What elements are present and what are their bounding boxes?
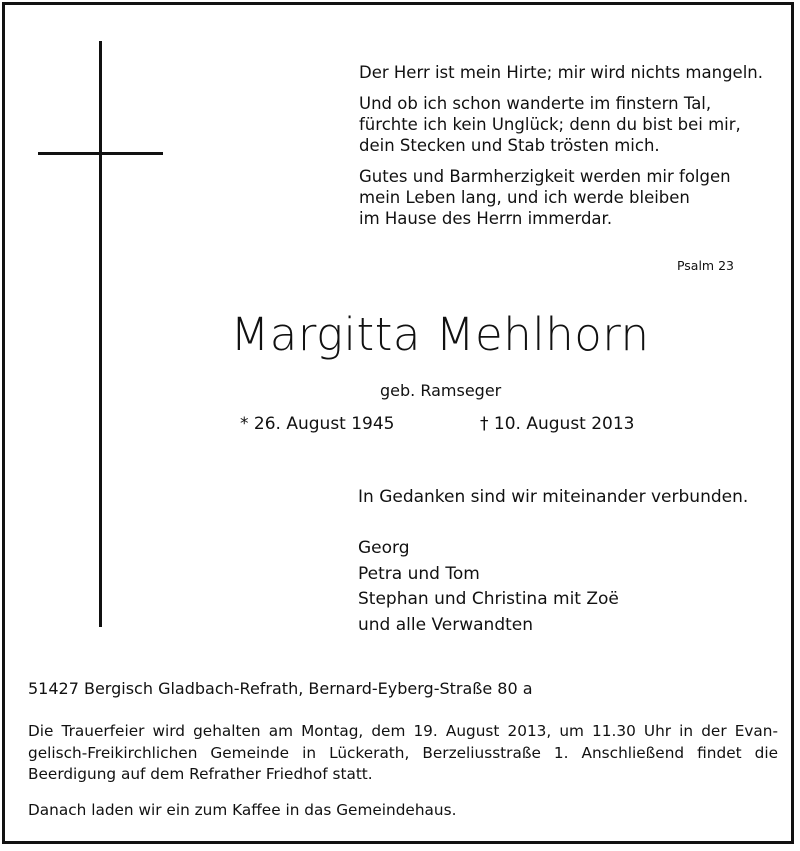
service-line: Die Trauerfeier wird gehalten am Montag, dem 19. August 2013, um 11.30 Uhr in der Evan-: [28, 722, 778, 740]
mourner-name: und alle Verwandten: [358, 614, 534, 635]
service-line: Beerdigung auf dem Refrather Friedhof statt.: [28, 765, 373, 783]
psalm-line: Gutes und Barmherzigkeit werden mir folgen: [359, 167, 731, 186]
cross-horizontal-bar: [38, 152, 163, 155]
mourner-name: Stephan und Christina mit Zoë: [358, 589, 619, 609]
psalm-quote: [359, 62, 779, 229]
mourners-intro: In Gedanken sind wir miteinander verbunden.: [358, 487, 749, 507]
death-date: † 10. August 2013: [480, 414, 635, 434]
psalm-line: Und ob ich schon wanderte im finstern Tal,: [359, 94, 712, 113]
family-address: 51427 Bergisch Gladbach-Refrath, Bernard-Eyberg-Straße 80 a: [28, 679, 533, 698]
psalm-line: im Hause des Herrn immerdar.: [359, 209, 613, 228]
birth-name: geb. Ramseger: [380, 381, 502, 400]
coffee-invitation: Danach laden wir ein zum Kaffee in das Gemeindehaus.: [28, 801, 457, 819]
birth-date: * 26. August 1945: [240, 414, 395, 434]
deceased-name: Margitta Mehlhorn: [230, 308, 650, 361]
psalm-line: dein Stecken und Stab trösten mich.: [359, 136, 660, 155]
psalm-line: mein Leben lang, und ich werde bleiben: [359, 188, 690, 207]
funeral-service-info: [28, 721, 778, 786]
psalm-line: fürchte ich kein Unglück; denn du bist bei mir,: [359, 115, 741, 134]
service-line: gelisch-Freikirchlichen Gemeinde in Lückerath, Berzeliusstraße 1. Anschließend findet die: [28, 743, 778, 762]
mourner-name: Petra und Tom: [358, 563, 480, 584]
psalm-line: Der Herr ist mein Hirte; mir wird nichts mangeln.: [359, 63, 763, 82]
psalm-reference: Psalm 23: [676, 258, 734, 273]
mourner-name: Georg: [358, 538, 410, 558]
mourners-list: [358, 536, 619, 638]
